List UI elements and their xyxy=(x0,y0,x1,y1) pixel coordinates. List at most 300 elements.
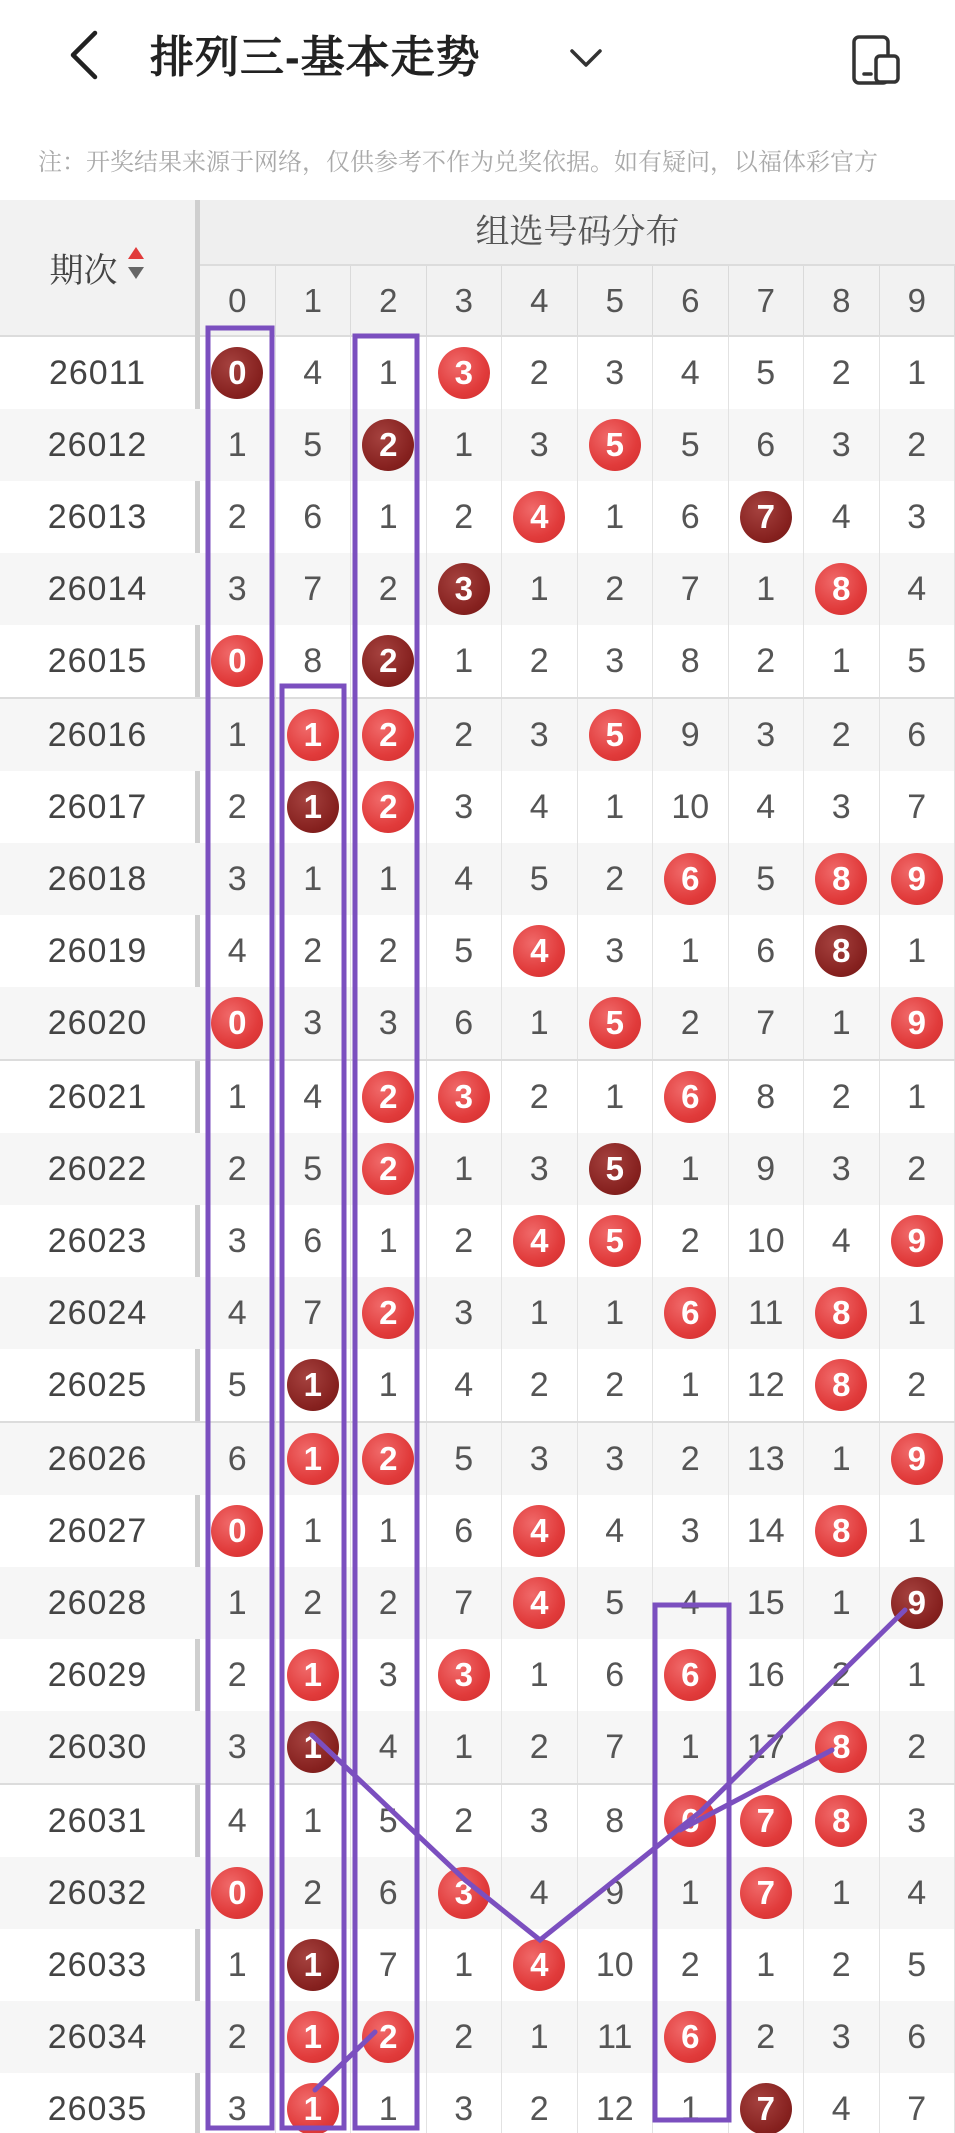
digit-cell xyxy=(804,337,880,409)
miss-count: 5 xyxy=(756,353,776,392)
miss-count: 7 xyxy=(378,1945,398,1984)
digit-cell xyxy=(502,2073,578,2133)
miss-count: 3 xyxy=(831,2017,851,2056)
miss-count: 1 xyxy=(907,1511,927,1550)
miss-count: 4 xyxy=(529,787,549,826)
digit-cell xyxy=(729,1423,805,1495)
miss-count: 3 xyxy=(454,1293,474,1332)
digit-cell xyxy=(276,1495,352,1567)
digit-cell xyxy=(200,481,276,553)
hit-ball: 6 xyxy=(664,1649,716,1701)
hit-ball: 8 xyxy=(815,1359,867,1411)
hit-ball: 3 xyxy=(438,1867,490,1919)
digit-cell xyxy=(502,1785,578,1857)
digit-cell xyxy=(200,1061,276,1133)
digit-cell xyxy=(653,2001,729,2073)
hit-ball: 9 xyxy=(891,1577,943,1629)
digit-cell xyxy=(804,1929,880,2001)
digit-cell xyxy=(351,1061,427,1133)
digit-cell xyxy=(200,771,276,843)
digit-cell xyxy=(200,1205,276,1277)
miss-count: 2 xyxy=(831,1077,851,1116)
miss-count: 1 xyxy=(680,931,700,970)
miss-count: 2 xyxy=(454,2017,474,2056)
hit-ball: 8 xyxy=(815,853,867,905)
digit-cell xyxy=(578,481,654,553)
digit-cell xyxy=(351,1639,427,1711)
miss-count: 1 xyxy=(907,1655,927,1694)
digit-cell xyxy=(200,1349,276,1421)
digit-cell xyxy=(427,1711,503,1783)
digit-cell xyxy=(729,2001,805,2073)
miss-count: 1 xyxy=(831,641,851,680)
digit-cell xyxy=(880,1133,955,1205)
period-column-header[interactable] xyxy=(0,200,195,337)
period-cell: 26014 xyxy=(47,570,148,608)
period-cell: 26022 xyxy=(47,1150,148,1188)
miss-count: 3 xyxy=(529,715,549,754)
digit-cell xyxy=(653,1711,729,1783)
digit-cell xyxy=(276,843,352,915)
digit-cell xyxy=(276,1133,352,1205)
digit-cell xyxy=(729,1785,805,1857)
miss-count: 5 xyxy=(907,641,927,680)
hit-ball: 6 xyxy=(664,1795,716,1847)
period-cell: 26026 xyxy=(47,1440,148,1478)
digit-cell xyxy=(502,915,578,987)
miss-count: 2 xyxy=(831,715,851,754)
miss-count: 1 xyxy=(831,1003,851,1042)
digit-cell xyxy=(276,2073,352,2133)
digit-cell xyxy=(351,699,427,771)
digit-cell xyxy=(880,409,955,481)
digit-cell xyxy=(729,1639,805,1711)
digit-cell xyxy=(200,1711,276,1783)
digit-cell xyxy=(351,1567,427,1639)
hit-ball: 5 xyxy=(589,1143,641,1195)
miss-count: 16 xyxy=(746,1655,785,1694)
digit-cell xyxy=(880,625,955,697)
hit-ball: 3 xyxy=(438,1649,490,1701)
miss-count: 1 xyxy=(680,1873,700,1912)
miss-count: 7 xyxy=(756,1003,776,1042)
miss-count: 2 xyxy=(680,1945,700,1984)
digit-cell xyxy=(653,1133,729,1205)
digit-cell xyxy=(880,2001,955,2073)
digit-cell xyxy=(351,2073,427,2133)
miss-count: 3 xyxy=(227,859,247,898)
digit-cell xyxy=(729,987,805,1059)
miss-count: 2 xyxy=(303,931,323,970)
digit-cell xyxy=(880,1711,955,1783)
digit-cell xyxy=(653,2073,729,2133)
miss-count: 7 xyxy=(907,2089,927,2128)
period-cell: 26027 xyxy=(47,1512,148,1550)
digit-cell xyxy=(502,1857,578,1929)
digit-cell xyxy=(729,1567,805,1639)
miss-count: 1 xyxy=(378,497,398,536)
hit-ball: 2 xyxy=(362,781,414,833)
miss-count: 1 xyxy=(378,859,398,898)
miss-count: 3 xyxy=(756,715,776,754)
miss-count: 1 xyxy=(303,1511,323,1550)
digit-cell xyxy=(729,409,805,481)
miss-count: 2 xyxy=(454,1801,474,1840)
hit-ball: 2 xyxy=(362,709,414,761)
miss-count: 2 xyxy=(907,1149,927,1188)
digit-cell xyxy=(653,337,729,409)
digit-cell xyxy=(880,843,955,915)
period-header-label: 期次 xyxy=(49,252,118,290)
hit-ball: 9 xyxy=(891,1433,943,1485)
hit-ball: 8 xyxy=(815,563,867,615)
digit-cell xyxy=(578,2001,654,2073)
miss-count: 13 xyxy=(746,1439,785,1478)
digit-cell xyxy=(276,1567,352,1639)
miss-count: 1 xyxy=(227,715,247,754)
miss-count: 2 xyxy=(680,1221,700,1260)
miss-count: 2 xyxy=(378,931,398,970)
digit-cell xyxy=(578,1711,654,1783)
miss-count: 4 xyxy=(303,353,323,392)
miss-count: 2 xyxy=(529,2089,549,2128)
digit-cell xyxy=(276,1205,352,1277)
miss-count: 5 xyxy=(454,931,474,970)
digit-cell xyxy=(729,337,805,409)
miss-count: 5 xyxy=(529,859,549,898)
period-cell: 26015 xyxy=(47,642,148,680)
miss-count: 15 xyxy=(746,1583,785,1622)
miss-count: 1 xyxy=(680,2089,700,2128)
digit-cell xyxy=(427,1929,503,2001)
miss-count: 1 xyxy=(529,569,549,608)
digit-cell xyxy=(880,915,955,987)
digit-cell xyxy=(502,843,578,915)
miss-count: 9 xyxy=(756,1149,776,1188)
hit-ball: 6 xyxy=(664,1071,716,1123)
miss-count: 1 xyxy=(680,1149,700,1188)
digit-cell xyxy=(729,843,805,915)
digit-cell xyxy=(351,1133,427,1205)
app-header xyxy=(0,0,955,118)
digit-cell xyxy=(578,915,654,987)
miss-count: 6 xyxy=(227,1439,247,1478)
hit-ball: 7 xyxy=(740,1867,792,1919)
digit-cell xyxy=(502,1711,578,1783)
miss-count: 1 xyxy=(529,1003,549,1042)
digit-cell xyxy=(276,771,352,843)
period-cell: 26011 xyxy=(48,354,147,392)
hit-ball: 6 xyxy=(664,2011,716,2063)
miss-count: 4 xyxy=(756,787,776,826)
miss-count: 2 xyxy=(907,1727,927,1766)
miss-count: 7 xyxy=(680,569,700,608)
digit-cell xyxy=(351,843,427,915)
miss-count: 1 xyxy=(454,1945,474,1984)
miss-count: 5 xyxy=(227,1365,247,1404)
digit-cell xyxy=(351,771,427,843)
miss-count: 1 xyxy=(227,1077,247,1116)
hit-ball: 7 xyxy=(740,491,792,543)
miss-count: 3 xyxy=(227,569,247,608)
digit-cell xyxy=(427,1567,503,1639)
miss-count: 11 xyxy=(748,1293,784,1332)
digit-cell xyxy=(578,1785,654,1857)
digit-cell xyxy=(427,625,503,697)
chevron-left-icon xyxy=(65,29,105,81)
digit-cell xyxy=(804,1133,880,1205)
chevron-down-icon xyxy=(566,38,606,78)
miss-count: 4 xyxy=(227,1293,247,1332)
digit-cell xyxy=(427,843,503,915)
digit-cell xyxy=(427,915,503,987)
digit-cell xyxy=(502,337,578,409)
digit-cell xyxy=(880,1495,955,1567)
digit-cell xyxy=(351,1929,427,2001)
miss-count: 2 xyxy=(227,497,247,536)
digit-cell xyxy=(653,1061,729,1133)
period-cell: 26028 xyxy=(47,1584,148,1622)
digit-cell xyxy=(276,699,352,771)
digit-header-8: 8 xyxy=(804,266,880,335)
miss-count: 6 xyxy=(680,497,700,536)
miss-count: 17 xyxy=(746,1727,785,1766)
digit-cell xyxy=(880,1639,955,1711)
digit-cell xyxy=(578,1133,654,1205)
miss-count: 7 xyxy=(907,787,927,826)
table-row xyxy=(0,1495,955,1567)
miss-count: 6 xyxy=(605,1655,625,1694)
miss-count: 6 xyxy=(303,1221,323,1260)
digit-cell xyxy=(427,1133,503,1205)
digit-cell xyxy=(351,1857,427,1929)
miss-count: 1 xyxy=(378,1511,398,1550)
table-row xyxy=(0,1277,955,1349)
digit-cell xyxy=(427,1639,503,1711)
digit-cell xyxy=(653,1205,729,1277)
digit-cell xyxy=(729,2073,805,2133)
digit-cell xyxy=(653,1277,729,1349)
table-body xyxy=(0,337,955,2133)
digit-cell xyxy=(276,1929,352,2001)
digit-cell xyxy=(276,1711,352,1783)
digit-cell xyxy=(880,1929,955,2001)
table-row xyxy=(0,1857,955,1929)
digit-cell xyxy=(200,1857,276,1929)
digit-cell xyxy=(351,481,427,553)
digit-cell xyxy=(804,1567,880,1639)
miss-count: 7 xyxy=(454,1583,474,1622)
digit-cell xyxy=(276,1423,352,1495)
digit-cell xyxy=(427,1277,503,1349)
miss-count: 3 xyxy=(605,353,625,392)
period-cell: 26018 xyxy=(47,860,148,898)
hit-ball: 4 xyxy=(513,1505,565,1557)
digit-cell xyxy=(578,1567,654,1639)
digit-header-9: 9 xyxy=(880,266,955,335)
miss-count: 4 xyxy=(454,859,474,898)
digit-cell xyxy=(729,1277,805,1349)
digit-cell xyxy=(200,1495,276,1567)
digit-cell xyxy=(578,771,654,843)
digit-cell xyxy=(653,1857,729,1929)
hit-ball: 1 xyxy=(287,1433,339,1485)
miss-count: 1 xyxy=(680,1727,700,1766)
digit-cell xyxy=(502,1349,578,1421)
table-row xyxy=(0,987,955,1059)
hit-ball: 2 xyxy=(362,1143,414,1195)
digit-header-row xyxy=(200,266,955,337)
miss-count: 1 xyxy=(378,1221,398,1260)
digit-cell xyxy=(427,987,503,1059)
digit-cell xyxy=(502,771,578,843)
miss-count: 2 xyxy=(605,859,625,898)
miss-count: 1 xyxy=(303,859,323,898)
miss-count: 6 xyxy=(378,1873,398,1912)
digit-cell xyxy=(351,337,427,409)
miss-count: 2 xyxy=(680,1003,700,1042)
hit-ball: 2 xyxy=(362,635,414,687)
table-row xyxy=(0,1349,955,1421)
digit-cell xyxy=(804,1857,880,1929)
title-dropdown-button[interactable] xyxy=(566,38,606,78)
digit-cell xyxy=(804,843,880,915)
period-cell: 26034 xyxy=(47,2018,148,2056)
digit-cell xyxy=(502,481,578,553)
miss-count: 3 xyxy=(907,497,927,536)
hit-ball: 8 xyxy=(815,1287,867,1339)
miss-count: 3 xyxy=(227,1221,247,1260)
miss-count: 12 xyxy=(746,1365,785,1404)
miss-count: 2 xyxy=(605,1365,625,1404)
miss-count: 6 xyxy=(756,425,776,464)
digit-cell xyxy=(804,1785,880,1857)
digit-cell xyxy=(578,1061,654,1133)
period-cell: 26019 xyxy=(47,932,148,970)
miss-count: 2 xyxy=(303,1873,323,1912)
digit-cell xyxy=(502,1205,578,1277)
hit-ball: 6 xyxy=(664,853,716,905)
digit-cell xyxy=(200,915,276,987)
miss-count: 3 xyxy=(454,2089,474,2128)
table-row xyxy=(0,1567,955,1639)
miss-count: 1 xyxy=(756,569,776,608)
digit-cell xyxy=(880,337,955,409)
digit-cell xyxy=(804,2001,880,2073)
miss-count: 3 xyxy=(378,1655,398,1694)
back-button[interactable] xyxy=(55,25,115,85)
period-cell: 26013 xyxy=(47,498,148,536)
miss-count: 7 xyxy=(303,569,323,608)
digit-cell xyxy=(804,1205,880,1277)
miss-count: 1 xyxy=(378,2089,398,2128)
miss-count: 3 xyxy=(529,1149,549,1188)
table-row xyxy=(0,697,955,771)
digit-cell xyxy=(578,1205,654,1277)
period-cell: 26012 xyxy=(47,426,148,464)
hit-ball: 0 xyxy=(211,347,263,399)
digit-cell xyxy=(578,1495,654,1567)
period-cell: 26024 xyxy=(47,1294,148,1332)
hit-ball: 8 xyxy=(815,1721,867,1773)
digit-cell xyxy=(804,1061,880,1133)
digit-cell xyxy=(200,625,276,697)
miss-count: 8 xyxy=(680,641,700,680)
miss-count: 3 xyxy=(831,787,851,826)
digit-cell xyxy=(729,625,805,697)
digit-cell xyxy=(653,699,729,771)
digit-cell xyxy=(729,1929,805,2001)
digit-cell xyxy=(804,409,880,481)
miss-count: 6 xyxy=(907,2017,927,2056)
period-cell: 26020 xyxy=(47,1004,148,1042)
miss-count: 1 xyxy=(831,1439,851,1478)
hit-ball: 1 xyxy=(287,1721,339,1773)
miss-count: 2 xyxy=(227,2017,247,2056)
miss-count: 4 xyxy=(907,1873,927,1912)
hit-ball: 7 xyxy=(740,1795,792,1847)
miss-count: 6 xyxy=(454,1003,474,1042)
miss-count: 1 xyxy=(227,1945,247,1984)
miss-count: 9 xyxy=(605,1873,625,1912)
miss-count: 1 xyxy=(378,353,398,392)
miss-count: 14 xyxy=(746,1511,785,1550)
digit-cell xyxy=(653,1567,729,1639)
digit-cell xyxy=(578,337,654,409)
hit-ball: 3 xyxy=(438,1071,490,1123)
miss-count: 4 xyxy=(303,1077,323,1116)
miss-count: 7 xyxy=(303,1293,323,1332)
miss-count: 1 xyxy=(303,1801,323,1840)
miss-count: 4 xyxy=(227,931,247,970)
digit-cell xyxy=(200,553,276,625)
miss-count: 2 xyxy=(378,1583,398,1622)
digit-cell xyxy=(653,409,729,481)
hit-ball: 4 xyxy=(513,1939,565,1991)
miss-count: 1 xyxy=(907,353,927,392)
digit-cell xyxy=(200,409,276,481)
device-switch-button[interactable] xyxy=(850,34,902,86)
table-row xyxy=(0,1059,955,1133)
miss-count: 2 xyxy=(529,1365,549,1404)
digit-cell xyxy=(502,987,578,1059)
digit-cell xyxy=(276,625,352,697)
digit-cell xyxy=(427,481,503,553)
miss-count: 2 xyxy=(605,569,625,608)
miss-count: 8 xyxy=(756,1077,776,1116)
miss-count: 2 xyxy=(303,1583,323,1622)
miss-count: 3 xyxy=(680,1511,700,1550)
digit-cell xyxy=(804,1711,880,1783)
digit-cell xyxy=(427,1857,503,1929)
digit-cell xyxy=(200,337,276,409)
table-row xyxy=(0,771,955,843)
digit-cell xyxy=(804,987,880,1059)
digit-cell xyxy=(351,987,427,1059)
hit-ball: 2 xyxy=(362,1071,414,1123)
miss-count: 2 xyxy=(831,1945,851,1984)
digit-cell xyxy=(880,1423,955,1495)
hit-ball: 5 xyxy=(589,419,641,471)
digit-header-5: 5 xyxy=(578,266,654,335)
digit-header-2: 2 xyxy=(351,266,427,335)
hit-ball: 9 xyxy=(891,997,943,1049)
digit-cell xyxy=(653,1929,729,2001)
miss-count: 2 xyxy=(529,1727,549,1766)
digit-cell xyxy=(880,699,955,771)
miss-count: 10 xyxy=(671,787,710,826)
digit-cell xyxy=(653,771,729,843)
